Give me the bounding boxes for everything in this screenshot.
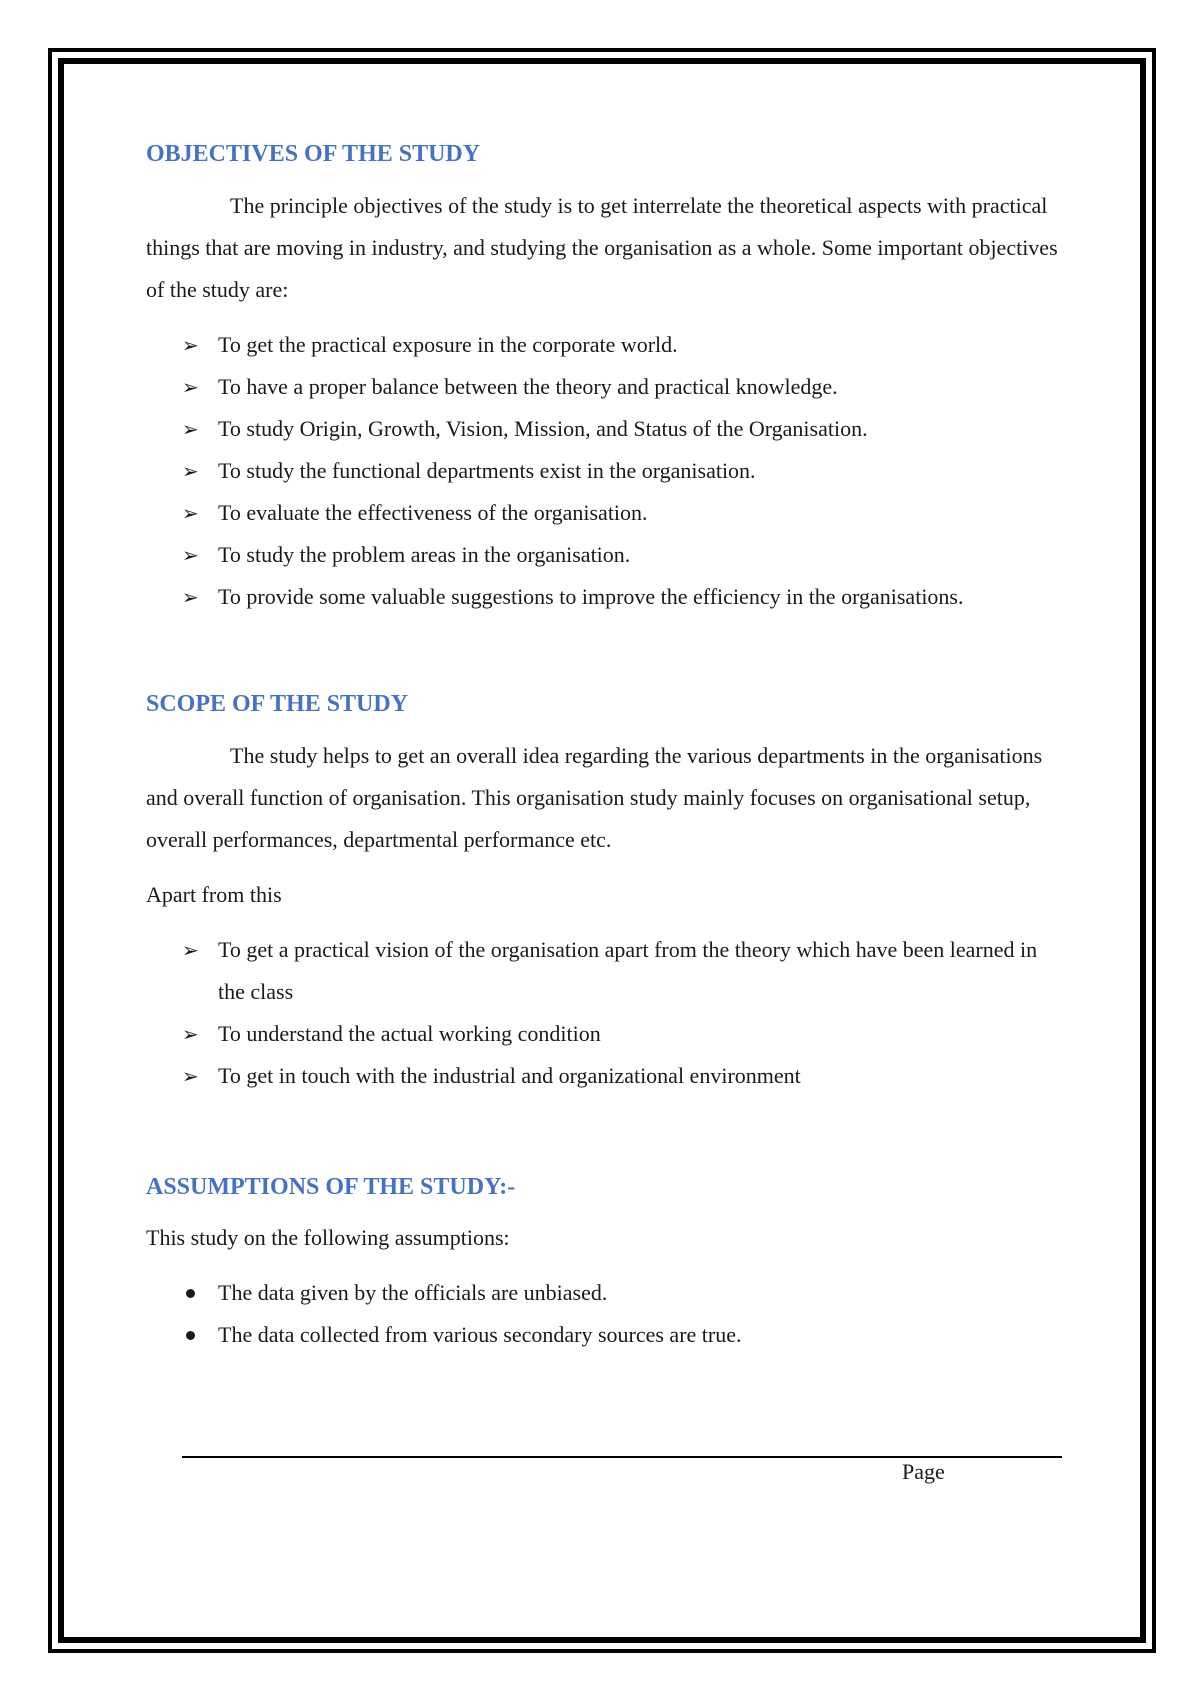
assumptions-heading: ASSUMPTIONS OF THE STUDY:- [146,1173,516,1200]
page-label: Page [902,1459,945,1484]
scope-list [146,929,1068,1097]
scope-intro: The study helps to get an overall idea regarding the various departments in the organisations and overall function of organisation. This organisation study mainly focuses on organisational setup, overall performances, departmental performance etc. [146,742,1043,852]
list-item: The data given by the officials are unbiased. [146,1272,1068,1314]
arrow-bullet-icon: ➢ [182,937,199,962]
list-item: The data collected from various secondary sources are true. [146,1314,1068,1356]
arrow-bullet-icon: ➢ [182,416,199,441]
objectives-intro: The principle objectives of the study is to get interrelate the theoretical aspects with practical things that are moving in industry, and studying the organisation as a whole. Some important objectives of the study are: [146,192,1058,302]
scope-apart-text: Apart from this [146,881,282,907]
footer-divider [182,1456,1062,1458]
list-item: ➢ To provide some valuable suggestions to improve the efficiency in the organisations. [146,576,1068,618]
arrow-bullet-icon: ➢ [182,584,199,609]
document-body [146,140,1068,1356]
arrow-bullet-icon: ➢ [182,332,199,357]
list-item: ➢ To evaluate the effectiveness of the organisation. [146,492,1068,534]
objectives-heading: OBJECTIVES OF THE STUDY [146,141,481,167]
arrow-bullet-icon: ➢ [182,374,199,399]
arrow-bullet-icon: ➢ [182,1063,199,1088]
arrow-bullet-icon: ➢ [182,1021,199,1046]
assumptions-list [146,1272,1068,1356]
list-item: ➢ To get the practical exposure in the corporate world. [146,324,1068,366]
assumptions-intro: This study on the following assumptions: [146,1225,510,1251]
list-item: ➢ To understand the actual working condition [146,1013,1068,1055]
arrow-bullet-icon: ➢ [182,458,199,483]
list-item: ➢ To study the functional departments exist in the organisation. [146,450,1068,492]
arrow-bullet-icon: ➢ [182,500,199,525]
list-item: ➢ To study the problem areas in the organisation. [146,534,1068,576]
dot-bullet-icon [186,1289,195,1298]
arrow-bullet-icon: ➢ [182,542,199,567]
scope-heading: SCOPE OF THE STUDY [146,690,409,717]
list-item: ➢ To get in touch with the industrial and organizational environment [146,1055,1068,1097]
objectives-list [146,324,1068,618]
list-item: ➢ To study Origin, Growth, Vision, Mission, and Status of the Organisation. [146,408,1068,450]
list-item: ➢ To have a proper balance between the theory and practical knowledge. [146,366,1068,408]
list-item: ➢ To get a practical vision of the organisation apart from the theory which have been learned in the class [146,929,1068,1013]
dot-bullet-icon [186,1331,195,1340]
